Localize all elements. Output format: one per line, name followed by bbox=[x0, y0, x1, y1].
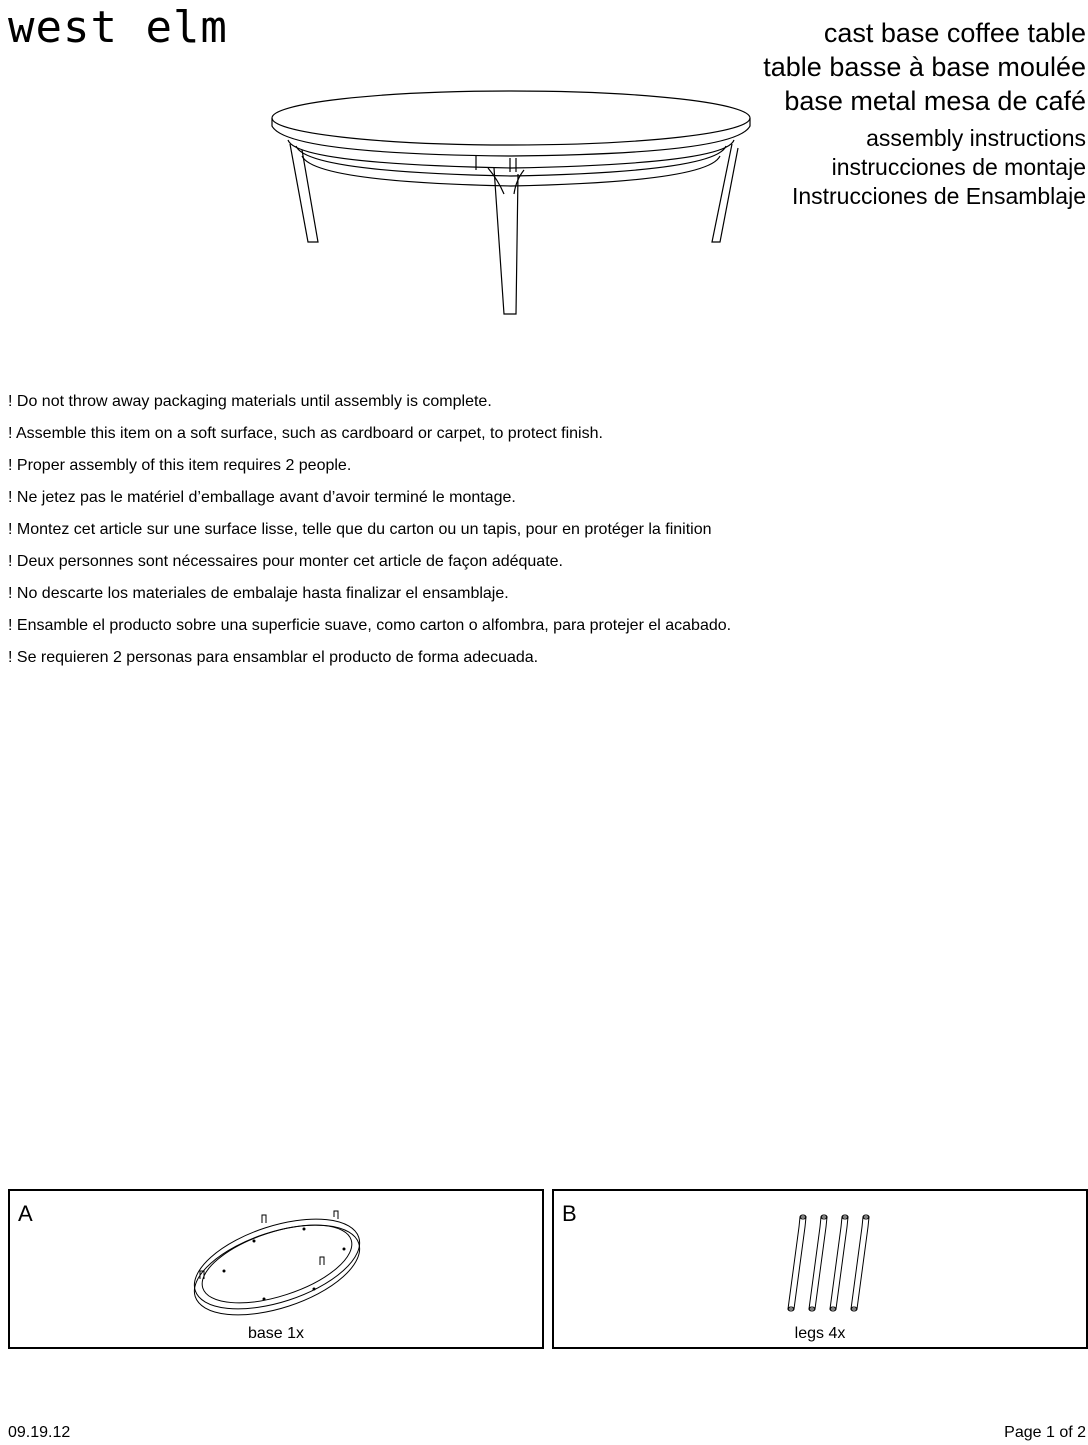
title-french: table basse à base moulée bbox=[763, 52, 1086, 82]
note-item: ! Ensamble el producto sobre una superficie suave, como carton o alfombra, para protejer el acabado. bbox=[8, 617, 732, 634]
safety-notes bbox=[8, 386, 731, 674]
subtitle-french: instrucciones de montaje bbox=[831, 154, 1086, 180]
document-titles bbox=[763, 16, 1086, 211]
brand-logo: west elm bbox=[8, 2, 228, 53]
part-b-caption: legs 4x bbox=[794, 1325, 846, 1342]
subtitle-spanish: Instrucciones de Ensamblaje bbox=[791, 183, 1086, 209]
part-a-box bbox=[8, 1189, 544, 1349]
document-date: 09.19.12 bbox=[8, 1424, 71, 1441]
title-spanish: base metal mesa de café bbox=[784, 86, 1086, 116]
subtitle-english: assembly instructions bbox=[866, 125, 1086, 151]
note-item: ! Montez cet article sur une surface lisse, telle que du carton ou un tapis, pour en protéger la finition bbox=[8, 521, 712, 538]
note-item: ! No descarte los materiales de embalaje hasta finalizar el ensamblaje. bbox=[8, 585, 509, 602]
title-english: cast base coffee table bbox=[823, 18, 1086, 48]
note-item: ! Ne jetez pas le matériel d’emballage avant d’avoir terminé le montage. bbox=[8, 489, 516, 506]
part-a-letter: A bbox=[18, 1201, 33, 1226]
part-a-caption: base 1x bbox=[247, 1325, 305, 1342]
note-item: ! Se requieren 2 personas para ensamblar el producto de forma adecuada. bbox=[8, 649, 539, 666]
coffee-table-illustration bbox=[266, 84, 758, 320]
oval-base-icon bbox=[184, 1209, 370, 1319]
legs-icon bbox=[780, 1213, 880, 1317]
part-b-box bbox=[552, 1189, 1088, 1349]
page-number: Page 1 of 2 bbox=[1004, 1424, 1086, 1441]
note-item: ! Deux personnes sont nécessaires pour monter cet article de façon adéquate. bbox=[8, 553, 563, 570]
part-b-letter: B bbox=[562, 1201, 577, 1226]
note-item: ! Assemble this item on a soft surface, such as cardboard or carpet, to protect finish. bbox=[8, 425, 603, 442]
note-item: ! Do not throw away packaging materials until assembly is complete. bbox=[8, 393, 492, 410]
note-item: ! Proper assembly of this item requires 2 people. bbox=[8, 457, 352, 474]
